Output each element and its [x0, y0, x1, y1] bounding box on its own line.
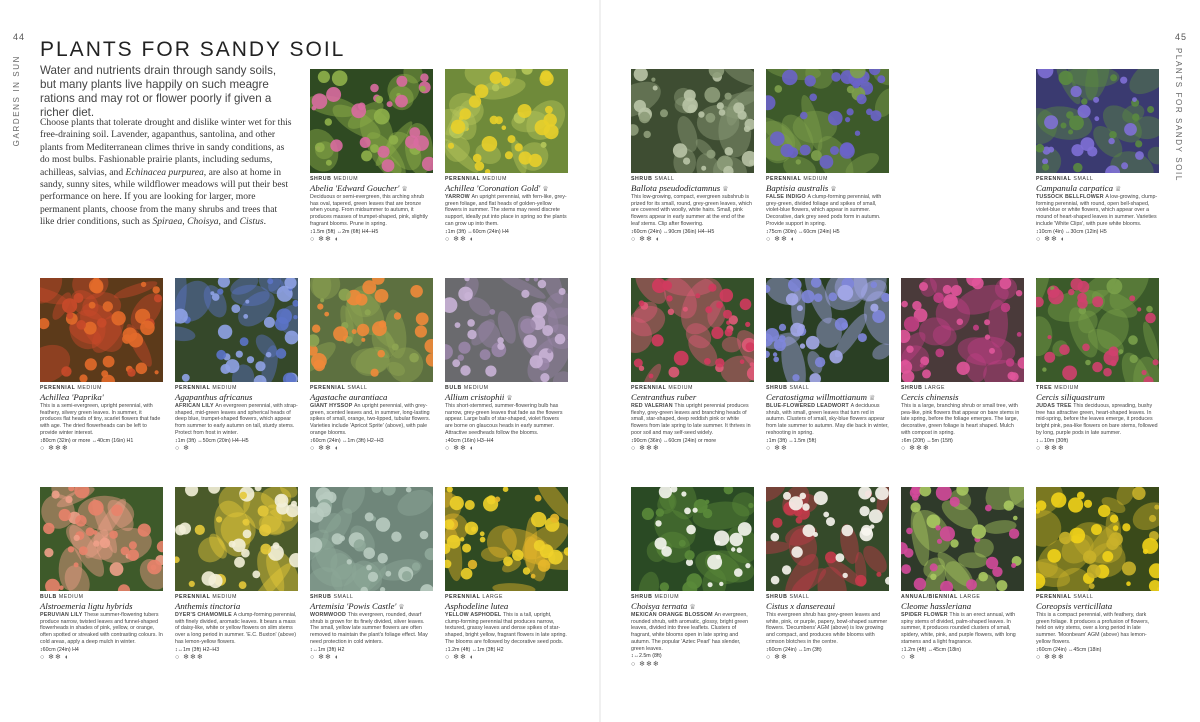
plant-entry [766, 278, 889, 453]
plant-category [310, 594, 433, 600]
plant-care-icons: ○ ❄❄ ◐ [445, 654, 476, 662]
plant-category [631, 594, 754, 600]
plant-size-class: SMALL [787, 385, 810, 391]
plant-dimensions: ↕1.5m (5ft) ↔2m (6ft) H4–H5 [310, 228, 379, 235]
plant-type: SHRUB [766, 594, 788, 600]
plant-dimensions: ↕90cm (36in) ↔60cm (24in) or more [631, 437, 717, 444]
plant-entry [631, 278, 754, 453]
plant-entry [1036, 487, 1159, 662]
plant-care-icons: ○ ❄❄ ◐ [40, 654, 71, 662]
plant-description: JUDAS TREE This deciduous, spreading, bushy tree has attractive green, heart-shaped leaves. In mid-spring, before the leaves emerge, it produces bright pink, pea-like flowers on bare stems, followed by long, purple pods in late summer. [1036, 403, 1158, 436]
plant-size-class: SMALL [345, 385, 368, 391]
plant-name: Anthemis tinctoria [175, 601, 241, 611]
plant-dimensions: ↕75cm (30in) ↔60cm (24in) H5 [766, 228, 840, 235]
plant-description: RED VALERIAN This upright perennial produces fleshy, grey-green leaves and branching heads of small, star-shaped, deep reddish pink or white flowers from late spring to late summer. It thrives in poor soil and may self-seed widely. [631, 403, 751, 436]
plant-description: This is a semi-evergreen, upright perennial, with feathery, silvery green leaves. In summer, it produces flat heads of tiny, scarlet flowers that fade with age. The dried flowerheads can be left to provide winter interest. [40, 403, 161, 436]
plant-size-class: MEDIUM [1052, 385, 1079, 391]
plant-name: Cercis siliquastrum [1036, 392, 1105, 402]
plant-common-name: WORMWOOD [310, 612, 348, 618]
plant-description: YARROW An upright perennial, with fern-like, grey-green foliage, and flat heads of golden-yellow flowers in summer. The stems may need discrete support, ideally put into place in spring so the plants can grow up into them. [445, 194, 567, 227]
plant-photo [175, 487, 298, 591]
plant-category [310, 176, 433, 182]
body-paragraph: Choose plants that tolerate drought and dislike winter wet for this free-draining soil. Lavender, agapanthus, santolina, and other plants from Mediterranean climes thrive in sandy conditions, as do most bulbs. Fashionable prairie plants, including sedums, achilleas, salvias, and Echinacea purpurea, are also at home in sandy, sunny sites, while wildflower meadows will put their best performance on here. If you are looking for larger, more permanent plants, choose from the many shrubs and trees that like drier conditions, such as Spiraea, Choisya, and Cistus. [40, 117, 292, 228]
page-title: PLANTS FOR SANDY SOIL [40, 38, 346, 62]
plant-category [40, 385, 163, 391]
plant-size-class: MEDIUM [461, 385, 489, 391]
plant-type: BULB [40, 594, 57, 600]
plant-description: This is a compact perennial, with feathery, dark green foliage. It produces a profusion of flowers, held on wiry stems, over a long period in late summer. 'Moonbeam' AGM (above) has lemon-yellow flowers. [1036, 612, 1150, 645]
left-page-number: 44 [13, 32, 26, 42]
plant-size-class: SMALL [652, 176, 675, 182]
plant-photo [1036, 278, 1159, 382]
plant-entry [445, 278, 568, 453]
plant-size-class: SMALL [331, 594, 354, 600]
plant-dimensions: ↕1.2m (4ft) ↔45cm (18in) [901, 646, 962, 653]
plant-category [1036, 594, 1159, 600]
plant-name: Ballota pseudodictamnus ♕ [631, 183, 729, 193]
plant-dimensions: ↕1.2m (4ft) ↔1m (3ft) H2 [445, 646, 504, 653]
plant-size-class: MEDIUM [75, 385, 103, 391]
plant-entry [901, 487, 1024, 662]
plant-category [901, 594, 1024, 600]
plant-photo [1036, 487, 1159, 591]
plant-entry [631, 69, 754, 244]
plant-entry [766, 487, 889, 662]
plant-common-name: AFRICAN LILY [175, 403, 216, 409]
plant-size-class: MEDIUM [480, 176, 508, 182]
plant-name: Coreopsis verticillata [1036, 601, 1113, 611]
plant-name: Alstroemeria ligtu hybrids [40, 601, 133, 611]
plant-category [310, 385, 433, 391]
trophy-icon: ♕ [506, 394, 513, 402]
plant-name: Achillea 'Paprika' [40, 392, 104, 402]
plant-common-name: YELLOW ASPHODEL [445, 612, 503, 618]
plant-photo [310, 69, 433, 173]
plant-care-icons: ○ ❄❄ ◐ [310, 236, 341, 244]
plant-category [445, 385, 568, 391]
plant-size-class: MEDIUM [666, 385, 694, 391]
plant-photo [901, 278, 1024, 382]
plant-category [766, 594, 889, 600]
plant-care-icons: ○ ❄❄❄ [901, 445, 930, 453]
plant-name: Agastache aurantiaca [310, 392, 388, 402]
plant-category [901, 385, 1024, 391]
trophy-icon: ♕ [542, 185, 549, 193]
plant-name: Cistus x dansereaui [766, 601, 836, 611]
plant-name: Allium cristophii ♕ [445, 392, 513, 402]
plant-photo [766, 69, 889, 173]
plant-dimensions: ↕↔1m (3ft) H2–H3 [175, 646, 220, 653]
plant-care-icons: ○ ❄❄ ◐ [445, 445, 476, 453]
plant-entry [310, 487, 433, 662]
plant-name: Campanula carpatica ♕ [1036, 183, 1122, 193]
plant-dimensions: ↕1m (3ft) ↔60cm (24in) H4 [445, 228, 509, 235]
plant-entry [310, 69, 433, 244]
plant-type: PERENNIAL [631, 385, 667, 391]
plant-name: Choisya ternata ♕ [631, 601, 696, 611]
plant-photo [445, 69, 568, 173]
plant-type: TREE [1036, 385, 1053, 391]
plant-name: Asphodeline lutea [445, 601, 509, 611]
plant-care-icons: ○ ❄❄ ◐ [766, 236, 797, 244]
plant-entry [901, 278, 1024, 453]
plant-type: SHRUB [310, 176, 332, 182]
plant-type: PERENNIAL [175, 594, 211, 600]
plant-care-icons: ○ ❄❄❄ [175, 654, 204, 662]
plant-common-name: JUDAS TREE [1036, 403, 1074, 409]
plant-entry [445, 487, 568, 662]
plant-dimensions: ↕1m (3ft) ↔1.5m (5ft) [766, 437, 817, 444]
plant-care-icons: ○ ❄❄❄ [40, 445, 69, 453]
plant-name: Ceratostigma willmottianum ♕ [766, 392, 876, 402]
plant-photo [175, 278, 298, 382]
plant-type: PERENNIAL [1036, 594, 1072, 600]
plant-description: YELLOW ASPHODEL This is a tall, upright, clump-forming perennial that produces narrow, textured, grassy leaves and dense spikes of star-shaped, bright yellow, fragrant flowers in late spring. The blooms are followed by decorative seed pods. [445, 612, 567, 645]
plant-type: BULB [445, 385, 462, 391]
plant-common-name: MEXICAN ORANGE BLOSSOM [631, 612, 715, 618]
plant-common-name: YARROW [445, 194, 472, 200]
trophy-icon: ♕ [401, 185, 408, 193]
plant-dimensions: ↕80cm (32in) or more ↔40cm (16in) H1 [40, 437, 134, 444]
plant-name: Baptisia australis ♕ [766, 183, 837, 193]
plant-common-name: BLUE-FLOWERED LEADWORT [766, 403, 851, 409]
plant-dimensions: ↕40cm (16in) H3–H4 [445, 437, 494, 444]
plant-care-icons: ○ ❄❄❄ [631, 660, 660, 668]
trophy-icon: ♕ [398, 603, 405, 611]
plant-description: WORMWOOD This evergreen, rounded, dwarf shrub is grown for its finely divided, silver leaves. The small, yellow late summer flowers are often removed to maintain the plant's foliage effect. May need protection in cold winters. [310, 612, 428, 645]
plant-dimensions: ↕60cm (24in) ↔1m (3ft) [766, 646, 822, 653]
plant-entry [631, 487, 754, 669]
plant-size-class: SMALL [1071, 594, 1094, 600]
plant-photo [40, 278, 163, 382]
plant-type: PERENNIAL [1036, 176, 1072, 182]
plant-care-icons: ○ ❄❄ [766, 654, 788, 662]
plant-name: Abelia 'Edward Goucher' ♕ [310, 183, 408, 193]
trophy-icon: ♕ [830, 185, 837, 193]
plant-photo [310, 487, 433, 591]
plant-care-icons: ○ ❄❄ ◐ [445, 236, 476, 244]
plant-care-icons: ○ ❄❄❄ [1036, 445, 1065, 453]
plant-size-class: MEDIUM [331, 176, 359, 182]
plant-photo [631, 69, 754, 173]
plant-size-class: MEDIUM [210, 385, 238, 391]
plant-dimensions: ↕↔1m (3ft) H2 [310, 646, 345, 653]
plant-description: This evergreen shrub has grey-green leaves and white, pink, or purple, papery, bowl-shaped summer flowers. 'Decumbens' AGM (above) is low growing and compact, and produces white blooms with crimson blotches in the centre. [766, 612, 888, 645]
plant-care-icons: ○ ❄❄ ◐ [310, 654, 341, 662]
plant-photo [631, 278, 754, 382]
plant-entry [766, 69, 889, 244]
plant-dimensions: ↕↔10m (30ft) [1036, 437, 1069, 444]
plant-category [766, 176, 889, 182]
plant-dimensions: ↕60cm (24in) ↔45cm (18in) [1036, 646, 1102, 653]
plant-entry [175, 278, 298, 453]
plant-category [175, 594, 298, 600]
plant-category [445, 176, 568, 182]
plant-size-class: MEDIUM [56, 594, 84, 600]
plant-type: SHRUB [901, 385, 923, 391]
plant-category [631, 385, 754, 391]
plant-category [631, 176, 754, 182]
plant-type: ANNUAL/BIENNIAL [901, 594, 958, 600]
plant-description: SPIDER FLOWER This is an erect annual, with spiny stems of divided, palm-shaped leaves. In summer, it produces rounded clusters of small, spidery, white, pink, and purple flowers, with long stamens and a light fragrance. [901, 612, 1016, 645]
plant-care-icons: ○ ❄❄ ◐ [631, 236, 662, 244]
plant-entry [1036, 69, 1159, 244]
plant-photo [1036, 69, 1159, 173]
plant-photo [40, 487, 163, 591]
plant-photo [766, 278, 889, 382]
plant-category [175, 385, 298, 391]
plant-name: Cercis chinensis [901, 392, 959, 402]
plant-type: SHRUB [310, 594, 332, 600]
plant-size-class: MEDIUM [652, 594, 680, 600]
trophy-icon: ♕ [689, 603, 696, 611]
plant-care-icons: ○ ❄❄❄ [1036, 654, 1065, 662]
plant-entry [445, 69, 568, 244]
plant-name: Achillea 'Coronation Gold' ♕ [445, 183, 549, 193]
plant-common-name: GIANT HYSSOP [310, 403, 355, 409]
plant-description: Deciduous or semi-evergreen, this arching shrub has oval, tapered, green leaves that are bronze when young. From midsummer to autumn, it produces masses of trumpet-shaped, pink, slightly fragrant blooms. Prune in spring. [310, 194, 428, 227]
plant-dimensions: ↕60cm (24in) H4 [40, 646, 79, 653]
plant-dimensions: ↕6m (20ft) ↔5m (15ft) [901, 437, 953, 444]
page-gutter [599, 0, 601, 722]
plant-name: Cleome hassleriana [901, 601, 972, 611]
plant-description: BLUE-FLOWERED LEADWORT A deciduous shrub, with small, green leaves that turn red in autumn. Clusters of small, sky-blue flowers appear from late summer to autumn. May die back in winter, reshooting in spring. [766, 403, 889, 436]
plant-photo [445, 278, 568, 382]
plant-type: SHRUB [631, 176, 653, 182]
plant-photo [766, 487, 889, 591]
plant-type: PERENNIAL [310, 385, 346, 391]
plant-care-icons: ○ ❄ [901, 654, 917, 662]
plant-description: PERUVIAN LILY These summer-flowering tubers produce narrow, twisted leaves and funnel-shaped flowerheads in shades of pink, yellow, or orange, often spotted or streaked with contrasting colours. In cold areas, apply a deep mulch in winter. [40, 612, 163, 645]
plant-description: DYER'S CHAMOMILE A clump-forming perennial, with finely divided, aromatic leaves. It bears a mass of daisy-like, white or yellow flowers on slim stems over a long period in summer. 'E.C. Buxton' (above) has lemon-yellow flowers. [175, 612, 297, 645]
plant-common-name: RED VALERIAN [631, 403, 675, 409]
plant-category [40, 594, 163, 600]
plant-category [1036, 176, 1159, 182]
trophy-icon: ♕ [868, 394, 876, 402]
plant-description: This low-growing, compact, evergreen subshrub is prized for its small, round, grey-green leaves, which are covered with woolly, white hairs. Small, pink flowers appear in early summer at the end of the leaf stems. Clip after flowering. [631, 194, 752, 227]
plant-category [1036, 385, 1159, 391]
plant-common-name: TUSSOCK BELLFLOWER [1036, 194, 1106, 200]
plant-common-name: DYER'S CHAMOMILE [175, 612, 234, 618]
right-running-head: PLANTS FOR SANDY SOIL [1174, 48, 1183, 182]
plant-description: TUSSOCK BELLFLOWER A low-growing, clump-forming perennial, with round, open bell-shaped, violet-blue or white flowers, which appear over a mound of heart-shaped leaves in summer. Varieties include 'White Clips', with pure white blooms. [1036, 194, 1158, 227]
plant-photo [631, 487, 754, 591]
plant-description: MEXICAN ORANGE BLOSSOM An evergreen, rounded shrub, with aromatic, glossy, bright green leaves, divided into three leaflets. Clusters of fragrant, white blooms open in late spring and autumn. The popular 'Aztec Pearl' has slender, green leaves. [631, 612, 749, 652]
plant-entry [175, 487, 298, 662]
plant-type: PERENNIAL [766, 176, 802, 182]
plant-common-name: SPIDER FLOWER [901, 612, 950, 618]
plant-size-class: SMALL [787, 594, 810, 600]
plant-description: This is a large, branching shrub or small tree, with pea-like, pink flowers that appear on bare stems in late spring, before the foliage emerges. The large, decorative, green foliage is heart shaped. Mulch with compost in spring. [901, 403, 1020, 436]
plant-care-icons: ○ ❄❄❄ [631, 445, 660, 453]
plant-description: This short-stemmed, summer-flowering bulb has narrow, grey-green leaves that fade as the flowers appear. Large balls of star-shaped, violet flowers are borne on glaucous heads in early summer. Attractive seedheads follow the blooms. [445, 403, 563, 436]
plant-common-name: PERUVIAN LILY [40, 612, 85, 618]
plant-common-name: FALSE INDIGO [766, 194, 808, 200]
plant-dimensions: ↕1m (3ft) ↔50cm (20in) H4–H5 [175, 437, 249, 444]
plant-type: PERENNIAL [40, 385, 76, 391]
right-page-number: 45 [1175, 32, 1188, 42]
plant-entry [40, 278, 163, 453]
plant-photo [901, 487, 1024, 591]
plant-size-class: SMALL [1071, 176, 1094, 182]
plant-care-icons: ○ ❄❄ ◐ [310, 445, 341, 453]
plant-name: Artemisia 'Powis Castle' ♕ [310, 601, 405, 611]
plant-description: AFRICAN LILY An evergreen perennial, with strap-shaped, mid-green leaves and spherical heads of deep blue, trumpet-shaped flowers, which appear from summer to early autumn on tall, sturdy stems. Protect from frost in winter. [175, 403, 298, 436]
plant-category [766, 385, 889, 391]
plant-size-class: LARGE [957, 594, 981, 600]
plant-photo [310, 278, 433, 382]
plant-entry [1036, 278, 1159, 453]
left-running-head: GARDENS IN SUN [12, 55, 21, 147]
plant-dimensions: ↕10cm (4in) ↔30cm (12in) H5 [1036, 228, 1107, 235]
plant-type: PERENNIAL [175, 385, 211, 391]
plant-dimensions: ↕↔2.5m (8ft) [631, 653, 662, 660]
plant-size-class: LARGE [922, 385, 946, 391]
plant-name: Agapanthus africanus [175, 392, 253, 402]
trophy-icon: ♕ [1114, 185, 1122, 193]
plant-care-icons: ○ ❄ [175, 445, 191, 453]
plant-type: PERENNIAL [445, 594, 481, 600]
plant-description: GIANT HYSSOP An upright perennial, with grey-green, scented leaves and, in summer, long-lasting spikes of small, orange, two-lipped, tubular flowers. Varieties include 'Apricot Sprite' (above), with pale orange blooms. [310, 403, 431, 436]
plant-photo [445, 487, 568, 591]
plant-description: FALSE INDIGO A clump-forming perennial, with grey-green, divided foliage and spikes of small, violet-blue flowers, which appear in summer. Decorative, dark grey seed pods form in autumn. Provide support in spring. [766, 194, 882, 227]
plant-entry [40, 487, 163, 662]
plant-size-class: LARGE [480, 594, 504, 600]
plant-care-icons: ○ ❄❄ [766, 445, 788, 453]
plant-type: PERENNIAL [445, 176, 481, 182]
plant-entry [310, 278, 433, 453]
plant-size-class: MEDIUM [210, 594, 238, 600]
plant-size-class: MEDIUM [801, 176, 829, 182]
plant-dimensions: ↕60cm (24in) ↔1m (3ft) H2–H3 [310, 437, 384, 444]
trophy-icon: ♕ [722, 185, 729, 193]
plant-dimensions: ↕60cm (24in) ↔90cm (36in) H4–H5 [631, 228, 715, 235]
plant-type: SHRUB [631, 594, 653, 600]
plant-type: SHRUB [766, 385, 788, 391]
plant-name: Centranthus ruber [631, 392, 697, 402]
plant-category [445, 594, 568, 600]
plant-care-icons: ○ ❄❄ ◐ [1036, 236, 1067, 244]
intro-paragraph: Water and nutrients drain through sandy soils, but many plants live happily on such meagre rations and may rot or flower poorly if given a richer diet. [40, 64, 277, 119]
